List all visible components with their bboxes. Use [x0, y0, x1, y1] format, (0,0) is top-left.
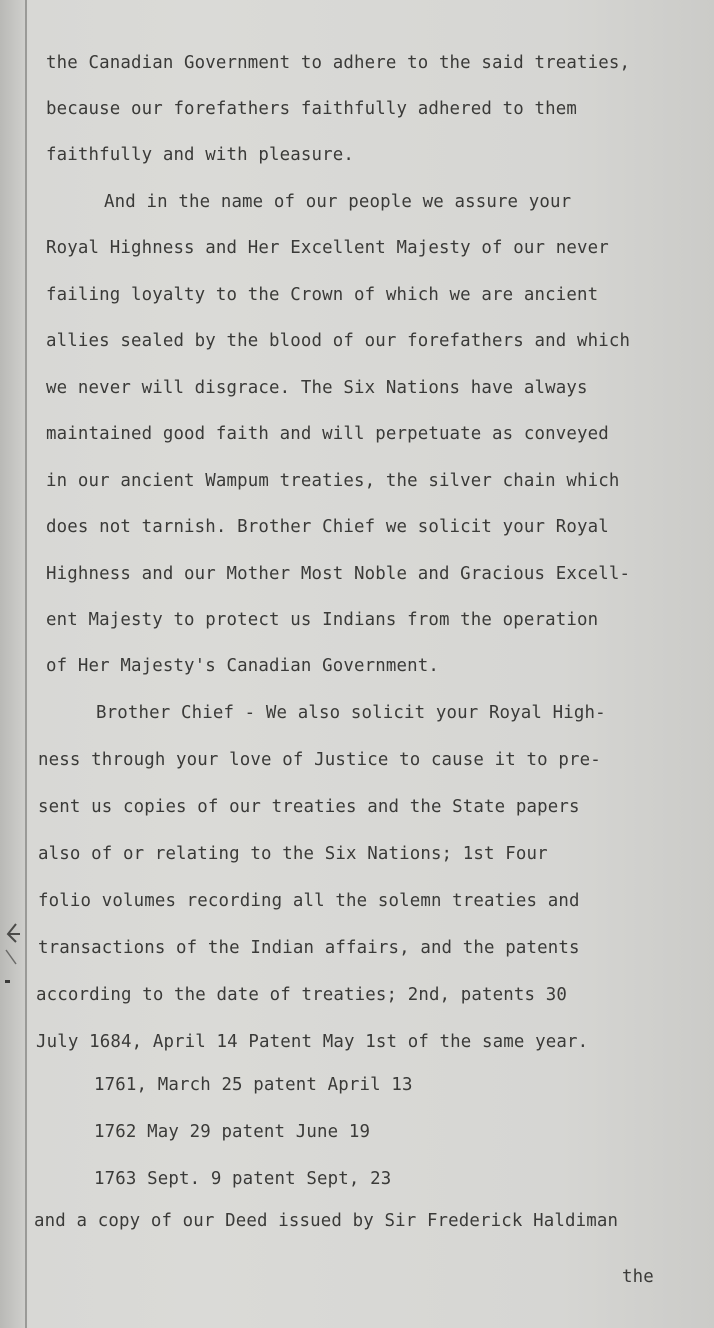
text-line-22: July 1684, April 14 Patent May 1st of the same year. — [36, 1032, 589, 1052]
margin-rule — [25, 0, 27, 1328]
text-line-2: because our forefathers faithfully adhered to them — [46, 99, 578, 119]
text-line-10: in our ancient Wampum treaties, the silver chain which — [46, 471, 620, 491]
text-line-11: does not tarnish. Brother Chief we solicit your Royal — [46, 517, 609, 537]
text-line-16: ness through your love of Justice to cause it to pre- — [38, 750, 601, 770]
catchword: the — [622, 1267, 654, 1287]
text-line-3: faithfully and with pleasure. — [46, 145, 354, 165]
text-line-13: ent Majesty to protect us Indians from the operation — [46, 610, 599, 630]
text-line-8: we never will disgrace. The Six Nations have always — [46, 378, 588, 398]
text-line-19: folio volumes recording all the solemn treaties and — [38, 891, 580, 911]
text-line-4: And in the name of our people we assure your — [104, 192, 572, 212]
text-line-17: sent us copies of our treaties and the State papers — [38, 797, 580, 817]
text-line-7: allies sealed by the blood of our forefathers and which — [46, 331, 631, 351]
text-line-15: Brother Chief - We also solicit your Royal High- — [96, 703, 606, 723]
text-line-5: Royal Highness and Her Excellent Majesty of our never — [46, 238, 609, 258]
text-line-6: failing loyalty to the Crown of which we are ancient — [46, 285, 599, 305]
text-line-12: Highness and our Mother Most Noble and Gracious Excell- — [46, 564, 631, 584]
text-line-25: 1763 Sept. 9 patent Sept, 23 — [94, 1169, 392, 1189]
margin-bracket-mark — [2, 920, 22, 990]
binding-edge — [0, 0, 26, 1328]
text-line-9: maintained good faith and will perpetuate as conveyed — [46, 424, 609, 444]
text-line-20: transactions of the Indian affairs, and the patents — [38, 938, 580, 958]
text-line-24: 1762 May 29 patent June 19 — [94, 1122, 371, 1142]
text-line-14: of Her Majesty's Canadian Government. — [46, 656, 439, 676]
text-line-23: 1761, March 25 patent April 13 — [94, 1075, 413, 1095]
text-line-26: and a copy of our Deed issued by Sir Frederick Haldiman — [34, 1211, 619, 1231]
text-line-18: also of or relating to the Six Nations; 1st Four — [38, 844, 548, 864]
text-line-1: the Canadian Government to adhere to the said treaties, — [46, 53, 631, 73]
text-line-21: according to the date of treaties; 2nd, patents 30 — [36, 985, 568, 1005]
